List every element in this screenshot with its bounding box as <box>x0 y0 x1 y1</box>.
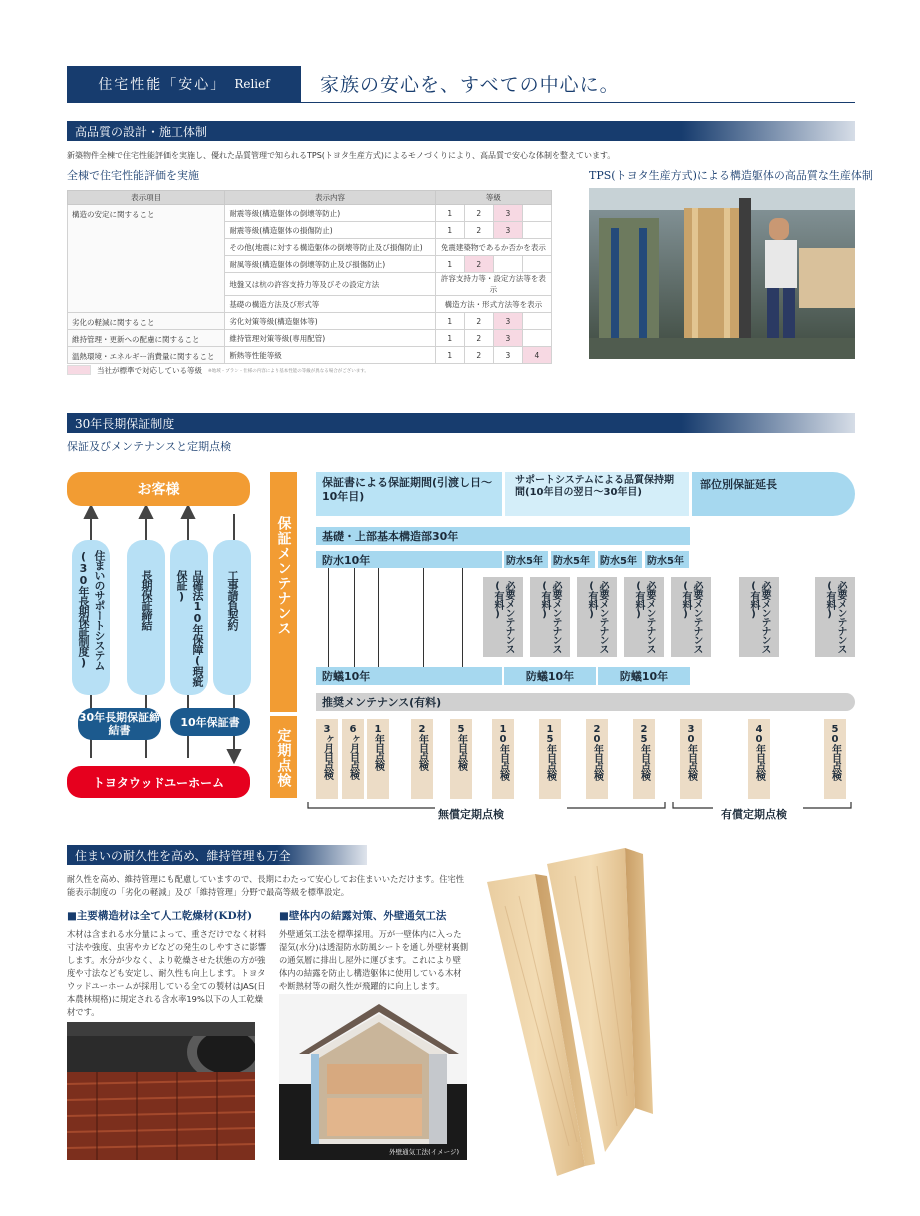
termite-band: 防蟻10年 <box>504 667 596 685</box>
table-row <box>68 330 552 347</box>
header-title-en: Relief <box>234 77 270 91</box>
grade-cell: 2 <box>464 330 493 347</box>
inspection-1y: 1年目点検 <box>367 719 389 799</box>
timeline-line <box>328 568 329 667</box>
header-title: 住宅性能「安心」 <box>98 77 227 93</box>
required-maintenance: 必要メンテナンス(有料) <box>671 577 711 657</box>
grade-cell-standard: 3 <box>493 205 522 222</box>
grade-cell: 2 <box>464 347 493 364</box>
grade-cell <box>522 313 551 330</box>
grade-cell: 1 <box>435 256 464 273</box>
house-caption: 外壁通気工法(イメージ) <box>389 1148 459 1156</box>
quality-law-pill: 品確法10年保障(瑕疵保証) <box>170 540 208 695</box>
header-divider <box>67 102 855 103</box>
table-cell-item: 基礎の構造方法及び形式等 <box>225 296 435 313</box>
construction-contract-pill: 工事請負契約 <box>213 540 251 695</box>
table-cell-item: 耐風等級(構造躯体の倒壊等防止及び損傷防止) <box>225 256 435 273</box>
header-slogan: 家族の安心を、すべての中心に。 <box>320 74 620 96</box>
ten-year-certificate: 10年保証書 <box>170 708 250 736</box>
table-header: 等級 <box>435 191 551 205</box>
grade-cell: 1 <box>435 313 464 330</box>
section-bar-durability: 住まいの耐久性を高め、維持管理も万全 <box>67 845 367 865</box>
inspection-10y: 10年目点検 <box>492 719 514 799</box>
grade-cell-standard: 2 <box>464 256 493 273</box>
inspection-25y: 25年目点検 <box>633 719 655 799</box>
ventilation-text: 外壁通気工法を標準採用。万が一壁体内に入った湿気(水分)は透湿防水防風シートを通し外壁材裏側の通気層に排出し屋外に運びます。これにより壁体内の結露を防止し構造躯体に使用している木材や断熱材等の耐久性が飛躍的に向上します。 <box>279 929 469 991</box>
support-system-pill: 住まいのサポートシステム(30年長期保証制度) <box>72 540 110 695</box>
table-row <box>68 205 552 222</box>
grade-cell: 1 <box>435 222 464 239</box>
grade-cell: 1 <box>435 330 464 347</box>
table-cell-item: 耐震等級(構造躯体の倒壊等防止) <box>225 205 435 222</box>
long-term-certificate: 30年長期保証締結書 <box>78 708 161 740</box>
paid-inspection-label: 有償定期点検 <box>721 808 787 821</box>
waterproof-band: 防水10年 <box>316 551 502 568</box>
grade-cell: 1 <box>435 347 464 364</box>
table-cell-item: その他(地震に対する構造躯体の倒壊等防止及び損傷防止) <box>225 239 435 256</box>
recommended-maintenance-band: 推奨メンテナンス(有料) <box>316 693 855 711</box>
required-maintenance: 必要メンテナンス(有料) <box>624 577 664 657</box>
inspection-15y: 15年目点検 <box>539 719 561 799</box>
legend-note: ※地域・プラン・仕様の内容により基本性能の等級が異なる場合がございます。 <box>208 369 369 374</box>
kd-lumber-photo <box>67 1022 255 1160</box>
performance-grade-table <box>67 190 552 364</box>
table-cell-span: 免震建築物であるか否かを表示 <box>435 239 551 256</box>
required-maintenance: 必要メンテナンス(有料) <box>739 577 779 657</box>
table-cell-span: 許容支持力等・設定方法等を表示 <box>435 273 551 296</box>
period-warranty: 保証書による保証期間(引渡し日〜10年目) <box>316 472 502 516</box>
lumber-boards-photo <box>485 846 660 1178</box>
grade-cell-standard: 3 <box>493 222 522 239</box>
table-cell-category: 維持管理・更新への配慮に関すること <box>68 330 225 347</box>
grade-cell <box>493 256 522 273</box>
table-cell-item: 断熱等性能等級 <box>225 347 435 364</box>
grade-cell <box>522 330 551 347</box>
legend-swatch <box>67 365 91 375</box>
durability-intro: 耐久性を高め、維持管理にも配慮していますので、長期にわたって安心してお住まいいただけます。住宅性能表示制度の「劣化の軽減」及び「維持管理」分野で最高等級を標準設定。 <box>67 874 465 897</box>
grade-cell: 1 <box>435 205 464 222</box>
maintenance-label-bar: 保証メンテナンス <box>270 472 297 712</box>
free-inspection-label: 無償定期点検 <box>438 808 504 821</box>
grade-cell <box>522 256 551 273</box>
inspection-6m: 6ヶ月目点検 <box>342 719 364 799</box>
tps-factory-photo <box>589 188 855 359</box>
timeline-line <box>423 568 424 667</box>
long-term-contract-pill: 長期保証締結 <box>127 540 165 695</box>
table-cell-item: 維持管理対策等級(専用配管) <box>225 330 435 347</box>
grade-cell: 2 <box>464 205 493 222</box>
section-bar-warranty: 30年長期保証制度 <box>67 413 855 433</box>
waterproof5-band: 防水5年 <box>645 551 689 568</box>
timeline-line <box>378 568 379 667</box>
inspection-5y: 5年目点検 <box>450 719 472 799</box>
inspection-50y: 50年目点検 <box>824 719 846 799</box>
company-label: トヨタウッドユーホーム <box>67 766 250 798</box>
required-maintenance: 必要メンテナンス(有料) <box>815 577 855 657</box>
inspection-2y: 2年目点検 <box>411 719 433 799</box>
kd-title: ■主要構造材は全て人工乾燥材(KD材) <box>67 910 253 922</box>
quality-intro: 新築物件全棟で住宅性能評価を実施し、優れた品質管理で知られるTPS(トヨタ生産方式)によるモノづくりにより、高品質で安心な体制を整えています。 <box>67 151 616 160</box>
grade-cell-standard: 3 <box>493 313 522 330</box>
warranty-subtitle: 保証及びメンテナンスと定期点検 <box>67 440 232 453</box>
evaluation-subtitle: 全棟で住宅性能評価を実施 <box>67 169 199 182</box>
table-cell-item: 地盤又は杭の許容支持力等及びその設定方法 <box>225 273 435 296</box>
period-extension: 部位別保証延長 <box>692 472 855 516</box>
inspection-40y: 40年目点検 <box>748 719 770 799</box>
table-cell-category: 構造の安定に関すること <box>68 205 225 313</box>
period-support: サポートシステムによる品質保持期間(10年目の翌日〜30年目) <box>505 472 689 516</box>
table-cell-category: 温熱環境・エネルギー消費量に関すること <box>68 347 225 364</box>
grade-cell <box>522 205 551 222</box>
foundation-band: 基礎・上部基本構造部30年 <box>316 527 690 545</box>
ventilation-title: ■壁体内の結露対策、外壁通気工法 <box>279 910 447 922</box>
grade-cell: 2 <box>464 222 493 239</box>
grade-cell: 2 <box>464 313 493 330</box>
waterproof5-band: 防水5年 <box>551 551 595 568</box>
table-cell-span: 構造方法・形式方法等を表示 <box>435 296 551 313</box>
table-cell-category: 劣化の軽減に関すること <box>68 313 225 330</box>
table-header: 表示項目 <box>68 191 225 205</box>
inspection-20y: 20年目点検 <box>586 719 608 799</box>
waterproof5-band: 防水5年 <box>504 551 548 568</box>
section-bar-quality: 高品質の設計・施工体制 <box>67 121 855 141</box>
required-maintenance: 必要メンテナンス(有料) <box>483 577 523 657</box>
table-cell-item: 劣化対策等級(構造躯体等) <box>225 313 435 330</box>
kd-text: 木材は含まれる水分量によって、重さだけでなく材料寸法や強度、虫害やカビなどの発生のしやすさに影響します。水分が少なく、より乾燥させた状態の方が強度や寸法なども安定し、耐久性も向上します。トヨタウッドユーホームが採用している全ての製材はJAS(日本農林規格)に規定される含水率19%以下の人工乾燥材です。 <box>67 929 267 1017</box>
grade-cell-standard: 4 <box>522 347 551 364</box>
table-cell-item: 耐震等級(構造躯体の損傷防止) <box>225 222 435 239</box>
timeline-line <box>462 568 463 667</box>
table-row <box>68 347 552 364</box>
table-header: 表示内容 <box>225 191 435 205</box>
inspection-label-bar: 定期点検 <box>270 716 297 798</box>
legend-label: 当社が標準で対応している等級 <box>97 366 202 375</box>
house-cutaway-image <box>279 994 467 1160</box>
grade-cell <box>522 222 551 239</box>
inspection-3m: 3ヶ月目点検 <box>316 719 338 799</box>
section-header-badge <box>67 66 301 102</box>
timeline-line <box>354 568 355 667</box>
waterproof5-band: 防水5年 <box>598 551 642 568</box>
required-maintenance: 必要メンテナンス(有料) <box>530 577 570 657</box>
grade-cell-standard: 3 <box>493 330 522 347</box>
table-row <box>68 313 552 330</box>
termite-band: 防蟻10年 <box>598 667 690 685</box>
inspection-30y: 30年目点検 <box>680 719 702 799</box>
grade-cell: 3 <box>493 347 522 364</box>
tps-subtitle: TPS(トヨタ生産方式)による構造躯体の高品質な生産体制 <box>589 169 873 182</box>
customer-label: お客様 <box>67 472 250 506</box>
required-maintenance: 必要メンテナンス(有料) <box>577 577 617 657</box>
termite-band: 防蟻10年 <box>316 667 502 685</box>
